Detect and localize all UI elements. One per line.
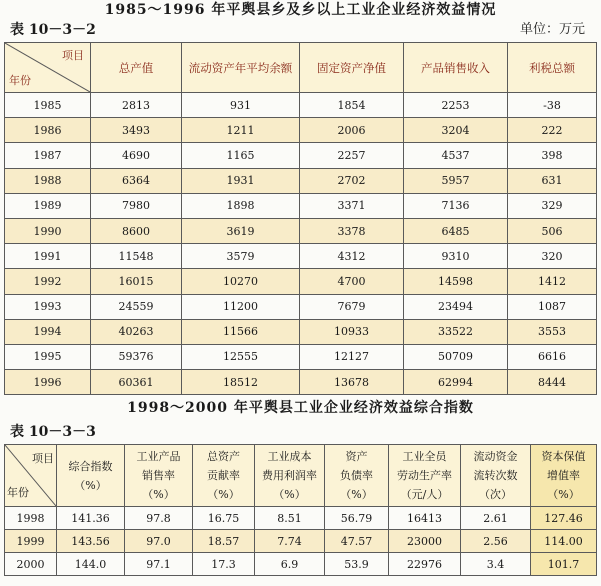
table-cell: 8.51 <box>255 507 325 530</box>
year-cell: 1996 <box>5 370 91 395</box>
table2 <box>4 444 597 576</box>
year-cell: 1986 <box>5 118 91 143</box>
table-cell: 56.79 <box>325 507 389 530</box>
year-cell: 1989 <box>5 193 91 218</box>
table-cell: 3493 <box>91 118 182 143</box>
corner-bottom-label: 年份 <box>7 486 29 499</box>
table-cell: 1412 <box>508 269 597 294</box>
table-cell: 97.1 <box>125 553 193 576</box>
header-line: （%） <box>142 488 175 501</box>
header-line: 工业产品 <box>136 450 181 463</box>
table-cell: 2006 <box>300 118 404 143</box>
table-cell: 17.3 <box>193 553 255 576</box>
table-cell: 3378 <box>300 218 404 243</box>
table-cell: 631 <box>508 168 597 193</box>
table-row <box>5 370 597 395</box>
table-row <box>5 218 597 243</box>
table-cell: -38 <box>508 93 597 118</box>
year-cell: 1993 <box>5 294 91 319</box>
table-row <box>5 530 597 553</box>
table-cell: 101.7 <box>531 553 597 576</box>
table-cell: 53.9 <box>325 553 389 576</box>
year-cell: 1985 <box>5 93 91 118</box>
year-cell: 1988 <box>5 168 91 193</box>
table2-col-header <box>193 445 255 507</box>
table-row <box>5 269 597 294</box>
year-cell: 1994 <box>5 319 91 344</box>
table1-col-header: 利税总额 <box>508 43 597 93</box>
table-cell: 59376 <box>91 344 182 369</box>
table1-col-header: 流动资产年平均余额 <box>182 43 300 93</box>
table1-title: 1985～1996 年平舆县乡及乡以上工业企业经济效益情况 <box>104 2 497 18</box>
header-line: 销售率 <box>142 469 175 482</box>
table-row <box>5 143 597 168</box>
table2-col-header <box>461 445 531 507</box>
table1-col-header: 总产值 <box>91 43 182 93</box>
table-cell: 141.36 <box>57 507 125 530</box>
table-cell: 1854 <box>300 93 404 118</box>
table-cell: 127.46 <box>531 507 597 530</box>
table-cell: 97.8 <box>125 507 193 530</box>
table-cell: 62994 <box>404 370 508 395</box>
table-cell: 3579 <box>182 244 300 269</box>
header-line: 资产 <box>345 450 368 463</box>
year-cell: 1990 <box>5 218 91 243</box>
table-cell: 1211 <box>182 118 300 143</box>
header-line: 流转次数 <box>473 469 518 482</box>
header-line: （%） <box>340 488 373 501</box>
table-cell: 22976 <box>389 553 461 576</box>
table-cell: 40263 <box>91 319 182 344</box>
table-cell: 16413 <box>389 507 461 530</box>
table2-title: 1998～2000 年平舆县工业企业经济效益综合指数 <box>127 400 474 416</box>
table-cell: 320 <box>508 244 597 269</box>
table-cell: 11200 <box>182 294 300 319</box>
table-row <box>5 507 597 530</box>
table2-header-row <box>5 445 597 507</box>
table-cell: 2702 <box>300 168 404 193</box>
table-row <box>5 168 597 193</box>
table-cell: 2.61 <box>461 507 531 530</box>
table2-col-header <box>531 445 597 507</box>
header-line: （次） <box>479 488 512 501</box>
table2-col-header <box>389 445 461 507</box>
table-cell: 8600 <box>91 218 182 243</box>
table-cell: 6616 <box>508 344 597 369</box>
table-cell: 47.57 <box>325 530 389 553</box>
table-cell: 329 <box>508 193 597 218</box>
table-cell: 7980 <box>91 193 182 218</box>
table1-label: 表 10－3－2 <box>10 22 96 38</box>
table2-col-header <box>255 445 325 507</box>
year-cell: 1991 <box>5 244 91 269</box>
header-line: 负债率 <box>340 469 373 482</box>
header-line: 费用利润率 <box>262 469 317 482</box>
table-cell: 24559 <box>91 294 182 319</box>
header-line: （%） <box>547 488 580 501</box>
table-cell: 12555 <box>182 344 300 369</box>
table-cell: 1087 <box>508 294 597 319</box>
header-line: 资本保值 <box>541 450 586 463</box>
table-cell: 506 <box>508 218 597 243</box>
table-cell: 10270 <box>182 269 300 294</box>
table-cell: 4537 <box>404 143 508 168</box>
table2-label: 表 10－3－3 <box>10 424 96 440</box>
corner-top-label: 项目 <box>32 452 54 465</box>
table-cell: 1931 <box>182 168 300 193</box>
table-cell: 398 <box>508 143 597 168</box>
table-cell: 14598 <box>404 269 508 294</box>
table-cell: 60361 <box>91 370 182 395</box>
table-cell: 4700 <box>300 269 404 294</box>
table-row <box>5 319 597 344</box>
table1-header-row <box>5 43 597 93</box>
table-cell: 2257 <box>300 143 404 168</box>
table-cell: 2.56 <box>461 530 531 553</box>
header-line: （%） <box>273 488 306 501</box>
table-cell: 2813 <box>91 93 182 118</box>
table2-col-header <box>125 445 193 507</box>
table-cell: 12127 <box>300 344 404 369</box>
table-row <box>5 193 597 218</box>
table-cell: 18512 <box>182 370 300 395</box>
table-row <box>5 553 597 576</box>
year-cell: 1998 <box>5 507 57 530</box>
table-cell: 4690 <box>91 143 182 168</box>
table-row <box>5 118 597 143</box>
table-cell: 10933 <box>300 319 404 344</box>
table-cell: 3204 <box>404 118 508 143</box>
table-cell: 5957 <box>404 168 508 193</box>
table-cell: 11548 <box>91 244 182 269</box>
table-cell: 50709 <box>404 344 508 369</box>
table-cell: 8444 <box>508 370 597 395</box>
table-row <box>5 344 597 369</box>
corner-top-label: 项目 <box>62 49 84 62</box>
table-cell: 3371 <box>300 193 404 218</box>
table-row <box>5 294 597 319</box>
year-cell: 1992 <box>5 269 91 294</box>
table-cell: 23000 <box>389 530 461 553</box>
table-cell: 13678 <box>300 370 404 395</box>
table-cell: 222 <box>508 118 597 143</box>
table-cell: 23494 <box>404 294 508 319</box>
table-cell: 6485 <box>404 218 508 243</box>
table-cell: 3553 <box>508 319 597 344</box>
table2-col-header <box>325 445 389 507</box>
year-cell: 2000 <box>5 553 57 576</box>
header-line: 流动资金 <box>473 450 518 463</box>
year-cell: 1995 <box>5 344 91 369</box>
header-line: （%） <box>207 488 240 501</box>
table-cell: 4312 <box>300 244 404 269</box>
table-cell: 18.57 <box>193 530 255 553</box>
header-line: 工业全员 <box>402 450 447 463</box>
header-line: 总资产 <box>207 450 240 463</box>
table-cell: 7136 <box>404 193 508 218</box>
table-cell: 11566 <box>182 319 300 344</box>
table1-col-header: 产品销售收入 <box>404 43 508 93</box>
table2-corner-cell <box>5 445 57 507</box>
table-cell: 931 <box>182 93 300 118</box>
table-cell: 144.0 <box>57 553 125 576</box>
table-cell: 97.0 <box>125 530 193 553</box>
header-line: 贡献率 <box>207 469 240 482</box>
table-cell: 2253 <box>404 93 508 118</box>
year-cell: 1987 <box>5 143 91 168</box>
year-cell: 1999 <box>5 530 57 553</box>
table-cell: 9310 <box>404 244 508 269</box>
table1-corner-cell <box>5 43 91 93</box>
table-cell: 114.00 <box>531 530 597 553</box>
corner-bottom-label: 年份 <box>9 74 31 87</box>
table-cell: 143.56 <box>57 530 125 553</box>
table-cell: 16015 <box>91 269 182 294</box>
table2-col-header <box>57 445 125 507</box>
table-row <box>5 244 597 269</box>
table1 <box>4 42 597 395</box>
table-cell: 3619 <box>182 218 300 243</box>
header-line: 增值率 <box>547 469 580 482</box>
table-cell: 6364 <box>91 168 182 193</box>
table-cell: 3.4 <box>461 553 531 576</box>
header-line: 工业成本 <box>267 450 312 463</box>
table-cell: 7.74 <box>255 530 325 553</box>
table-cell: 33522 <box>404 319 508 344</box>
header-line: （%） <box>74 478 107 492</box>
header-line: 劳动生产率 <box>397 469 452 482</box>
table-row <box>5 93 597 118</box>
table1-unit: 单位：万元 <box>519 22 585 37</box>
table-cell: 7679 <box>300 294 404 319</box>
table-cell: 1898 <box>182 193 300 218</box>
table-cell: 6.9 <box>255 553 325 576</box>
table-cell: 1165 <box>182 143 300 168</box>
table1-col-header: 固定资产净值 <box>300 43 404 93</box>
header-line: 综合指数 <box>68 459 113 473</box>
table-cell: 16.75 <box>193 507 255 530</box>
header-line: （元/人） <box>400 488 449 501</box>
